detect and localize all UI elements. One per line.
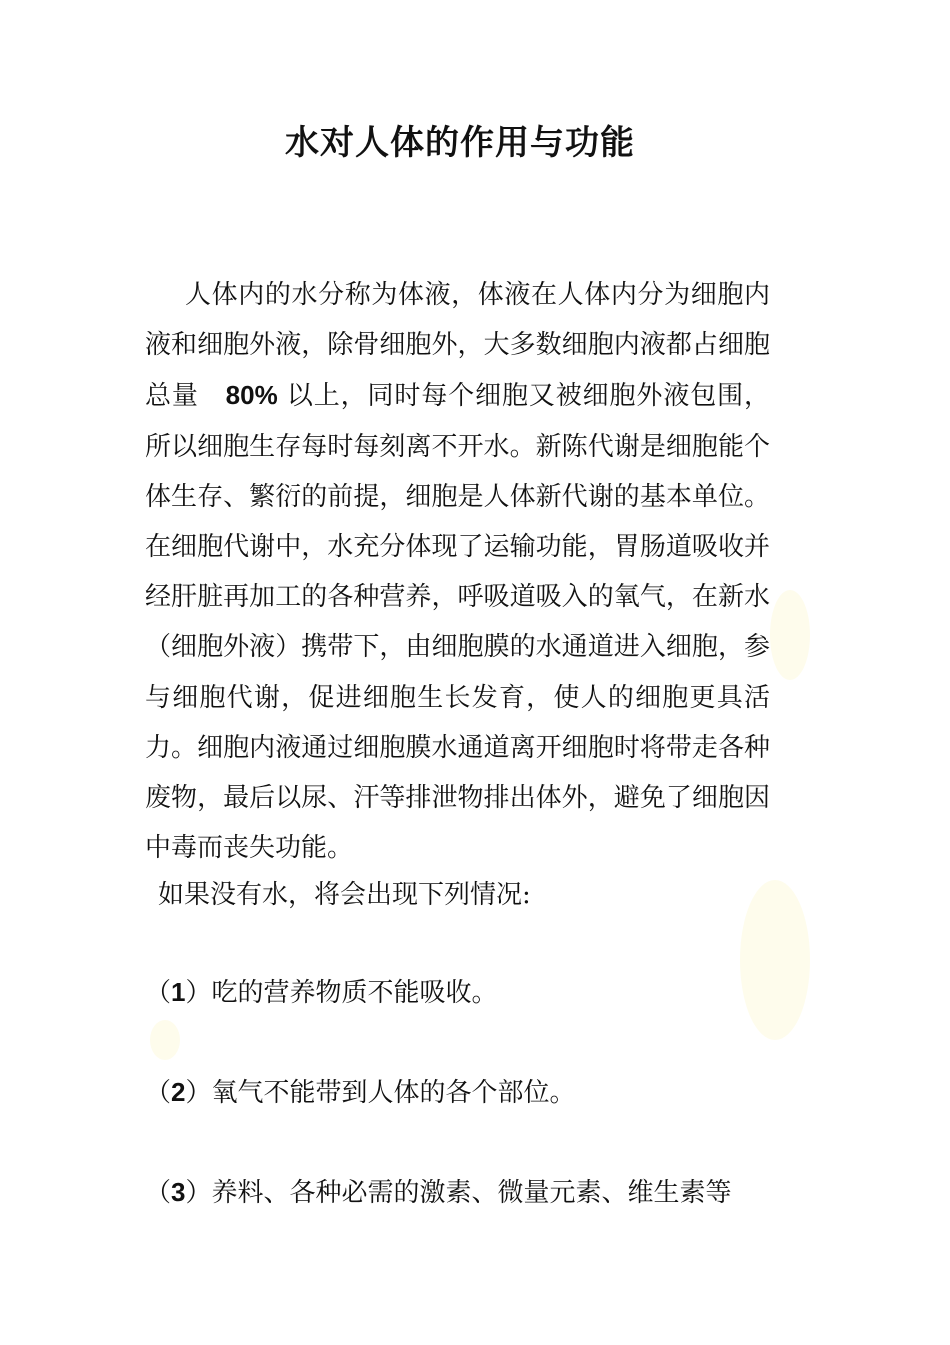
percentage-value: 80%	[225, 380, 278, 411]
list-item-text: 氧气不能带到人体的各个部位。	[211, 1078, 576, 1108]
paragraph-text-part-2: 以上，同时每个细胞又被细胞外液包围，所以细胞生存每时每刻离不开水。新陈代谢是细胞能个体生存、繁衍的前提，细胞是人体新代谢的基本单位。在细胞代谢中，水充分体现了运输功能，胃肠道吸收并经肝脏再加工的各种营养，呼吸道吸入的氧气，在新水（细胞外液）携带下，由细胞膜的水通道进入细胞，参与细胞代谢，促进细胞生长发育，使人的细胞更具活力。细胞内液通过细胞膜水通道离开细胞时将带走各种废物，最后以尿、汗等排泄物排出体外，避免了细胞因中毒而丧失功能。	[145, 381, 770, 864]
list-paren-close: ）	[185, 1078, 212, 1108]
paper-stain	[150, 1020, 180, 1060]
list-item	[145, 1167, 770, 1218]
list-item	[145, 1067, 770, 1118]
paragraph-text-part-1: 人体内的水分称为体液，体液在人体内分为细胞内液和细胞外液，除骨细胞外，大多数细胞内液都占细胞总量	[145, 280, 770, 412]
list-number: 2	[171, 1077, 186, 1107]
list-paren-close: ）	[185, 978, 212, 1008]
list-item-text: 吃的营养物质不能吸收。	[211, 978, 498, 1008]
list-number: 3	[171, 1177, 186, 1207]
list-paren-open: （	[145, 1178, 172, 1208]
list-paren-close: ）	[185, 1178, 212, 1208]
list-intro-paragraph: 如果没有水，将会出现下列情况:	[158, 880, 531, 910]
list-number: 1	[171, 977, 186, 1007]
list-item	[145, 967, 770, 1018]
paper-stain	[770, 590, 810, 680]
document-title: 水对人体的作用与功能	[285, 123, 635, 163]
list-paren-open: （	[145, 978, 172, 1008]
list-item-text: 养料、各种必需的激素、微量元素、维生素等	[211, 1178, 732, 1208]
list-paren-open: （	[145, 1078, 172, 1108]
body-paragraph	[145, 270, 770, 873]
